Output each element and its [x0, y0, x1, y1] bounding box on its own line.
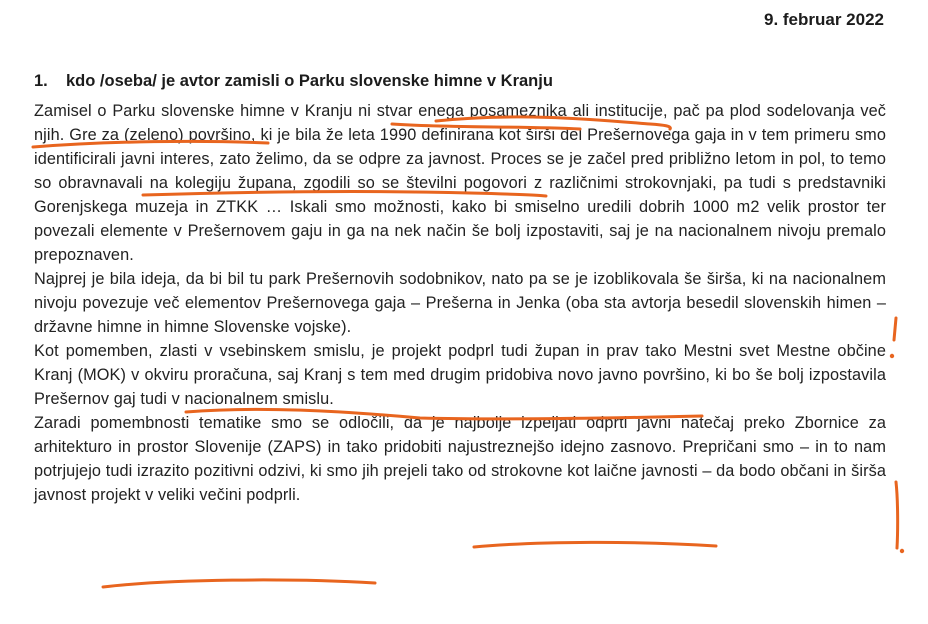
underline-strokovne-javnosti — [103, 580, 375, 587]
paragraph-support: Kot pomemben, zlasti v vsebinskem smislu, je projekt podprl tudi župan in prav tako Mestni svet Mestne občine Kranj (MOK) v okviru proračuna, saj Kranj s tem med drugim pridobiva novo javno površino, ki bo še bolj izpostavila Prešernov gaj tudi v nacionalnem smislu. — [34, 342, 886, 408]
margin-mark-1 — [894, 318, 896, 340]
paragraph-competition: Zaradi pomembnosti tematike smo se odločili, da je najbolje izpeljati odprti javni natečaj preko Zbornice za arhitekturo in prostor Slovenije (ZAPS) in tako pridobiti najustreznejšo idejno zasnovo. Prepričani smo – in to nam potrjujejo tudi izrazito pozitivni odzivi, ki smo jih prejeli tako od strokovne kot laične javnosti – da bodo občani in širša javnost projekt v veliki večini podprli. — [34, 414, 886, 504]
underline-tudi-izrazito — [474, 542, 716, 547]
answer-body — [34, 99, 886, 507]
margin-dot-1 — [890, 354, 894, 358]
question-title: kdo /oseba/ je avtor zamisli o Parku slovenske himne v Kranju — [66, 72, 553, 90]
margin-mark-2 — [896, 482, 898, 548]
paragraph-origin: Zamisel o Parku slovenske himne v Kranju ni stvar enega posameznika ali institucije, pač pa plod sodelovanja več njih. Gre za (zeleno) površino, ki je bila že leta 1990 definirana kot širši del Prešernovega gaja in v tem primeru smo identificirali javni interes, zato želimo, da se odpre za javnost. Proces se je začel pred približno letom in pol, to temo so obravnavali na kolegiju župana, zgodili so se številni pogovori z različnimi strokovnjaki, pa tudi s predstavniki Gorenjskega muzeja in ZTKK … Iskali smo možnosti, kako bi smiselno uredili dobrih 1000 m2 velik prostor ter povezali elemente v Prešernovem gaju in ga na nek način še bolj izpostaviti, saj je na nacionalnem nivoju premalo prepoznaven. — [34, 102, 886, 264]
question-number: 1. — [34, 72, 48, 90]
margin-dot-2 — [900, 549, 904, 553]
question-heading — [34, 72, 553, 91]
document-date: 9. februar 2022 — [763, 10, 884, 29]
paragraph-idea: Najprej je bila ideja, da bi bil tu park Prešernovih sodobnikov, nato pa se je izoblikovala še širša, ki na nacionalnem nivoju povezuje več elementov Prešernovega gaja – Prešerna in Jenka (oba sta avtorja besedil slovenskih himen – državne himne in himne Slovenske vojske). — [34, 270, 886, 336]
